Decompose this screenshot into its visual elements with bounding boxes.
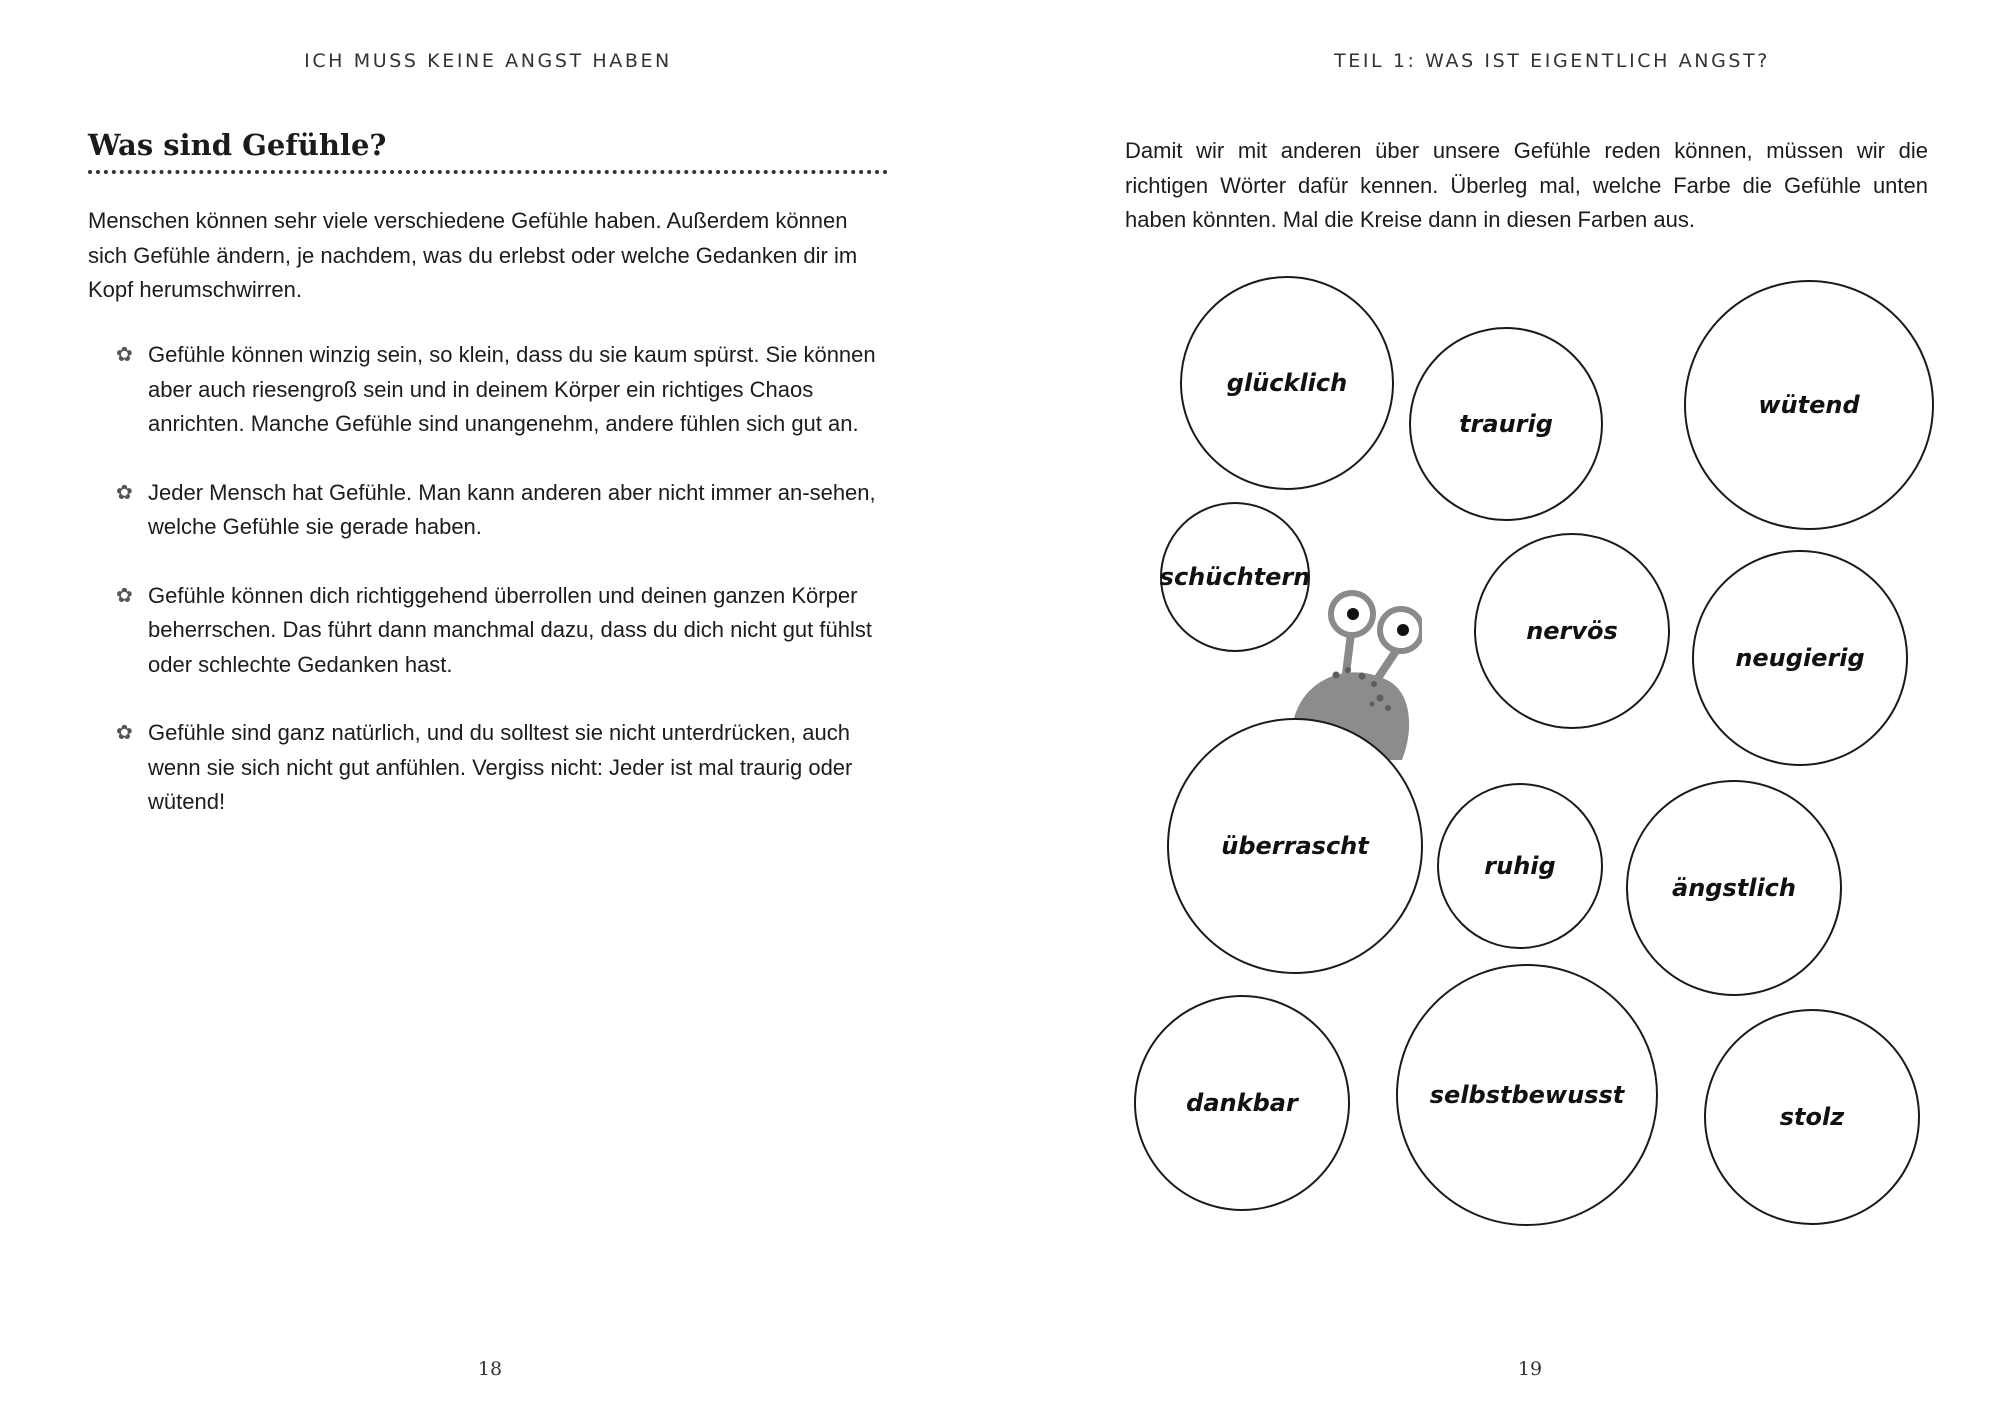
- emotion-circle-dankbar[interactable]: [1134, 995, 1350, 1211]
- emotion-label: glücklich: [1226, 369, 1348, 397]
- emotion-circle-stolz[interactable]: [1704, 1009, 1920, 1225]
- emotion-label: selbstbewusst: [1429, 1081, 1625, 1109]
- emotion-circle-aengstlich[interactable]: [1626, 780, 1842, 996]
- bullet-text: Gefühle sind ganz natürlich, und du solltest sie nicht unterdrücken, auch wenn sie sich nicht gut anfühlen. Vergiss nicht: Jeder ist mal traurig oder wütend!: [148, 720, 853, 814]
- emotion-label: schüchtern: [1159, 563, 1311, 591]
- page-number-left: 18: [477, 1358, 503, 1380]
- emotion-label: wütend: [1758, 391, 1860, 419]
- emotion-label: traurig: [1459, 410, 1553, 438]
- emotion-circle-wuetend[interactable]: [1684, 280, 1934, 530]
- emotion-circle-ueberrascht[interactable]: [1167, 718, 1423, 974]
- emotion-label: ängstlich: [1672, 874, 1796, 902]
- emotion-circle-traurig[interactable]: [1409, 327, 1603, 521]
- list-item: [116, 476, 876, 545]
- flower-bullet-icon: ✿: [116, 481, 133, 504]
- emotion-label: dankbar: [1186, 1089, 1298, 1117]
- emotion-circle-neugierig[interactable]: [1692, 550, 1908, 766]
- flower-bullet-icon: ✿: [116, 584, 133, 607]
- emotion-circle-schuechtern[interactable]: [1160, 502, 1310, 652]
- dotted-divider: [88, 170, 888, 174]
- emotion-label: überrascht: [1221, 832, 1369, 860]
- running-head-right: TEIL 1: WAS IST EIGENTLICH ANGST?: [1334, 50, 1770, 72]
- emotion-label: stolz: [1779, 1103, 1845, 1131]
- emotion-label: nervös: [1526, 617, 1618, 645]
- running-head-left: ICH MUSS KEINE ANGST HABEN: [304, 50, 672, 72]
- bullet-text: Jeder Mensch hat Gefühle. Man kann anderen aber nicht immer an-sehen, welche Gefühle sie gerade haben.: [148, 479, 876, 539]
- emotion-label: ruhig: [1484, 852, 1556, 880]
- bullet-text: Gefühle können dich richtiggehend überrollen und deinen ganzen Körper beherrschen. Das führt dann manchmal dazu, dass du dich nicht gut fühlst oder schlechte Gedanken hast.: [148, 582, 872, 677]
- bullet-text: Gefühle können winzig sein, so klein, dass du sie kaum spürst. Sie können aber auch riesengroß sein und in deinem Körper ein richtiges Chaos anrichten. Manche Gefühle sind unangenehm, andere fühlen sich gut an.: [148, 342, 876, 436]
- right-page: [1000, 0, 2000, 1411]
- flower-bullet-icon: ✿: [116, 722, 133, 744]
- list-item: [116, 579, 876, 683]
- section-title: Was sind Gefühle?: [88, 128, 387, 162]
- emotion-label: neugierig: [1735, 644, 1865, 672]
- emotion-circle-selbstbewusst[interactable]: [1396, 964, 1658, 1226]
- emotion-circle-gluecklich[interactable]: [1180, 276, 1394, 490]
- page-number-right: 19: [1517, 1358, 1543, 1380]
- bullet-list: [116, 338, 876, 854]
- intro-paragraph: Menschen können sehr viele verschiedene Gefühle haben. Außerdem können sich Gefühle ändern, je nachdem, was du erlebst oder welche Gedanken dir im Kopf herumschwirren.: [88, 208, 858, 302]
- emotion-circle-nervoes[interactable]: [1474, 533, 1670, 729]
- flower-bullet-icon: ✿: [116, 344, 133, 366]
- worksheet-instructions: Damit wir mit anderen über unsere Gefühle reden können, müssen wir die richtigen Wörter dafür kennen. Überleg mal, welche Farbe die Gefühle unten haben könnten. Mal die Kreise dann in diesen Farben aus.: [1125, 138, 1928, 232]
- list-item: [116, 338, 876, 442]
- list-item: [116, 716, 876, 820]
- emotion-circle-ruhig[interactable]: [1437, 783, 1603, 949]
